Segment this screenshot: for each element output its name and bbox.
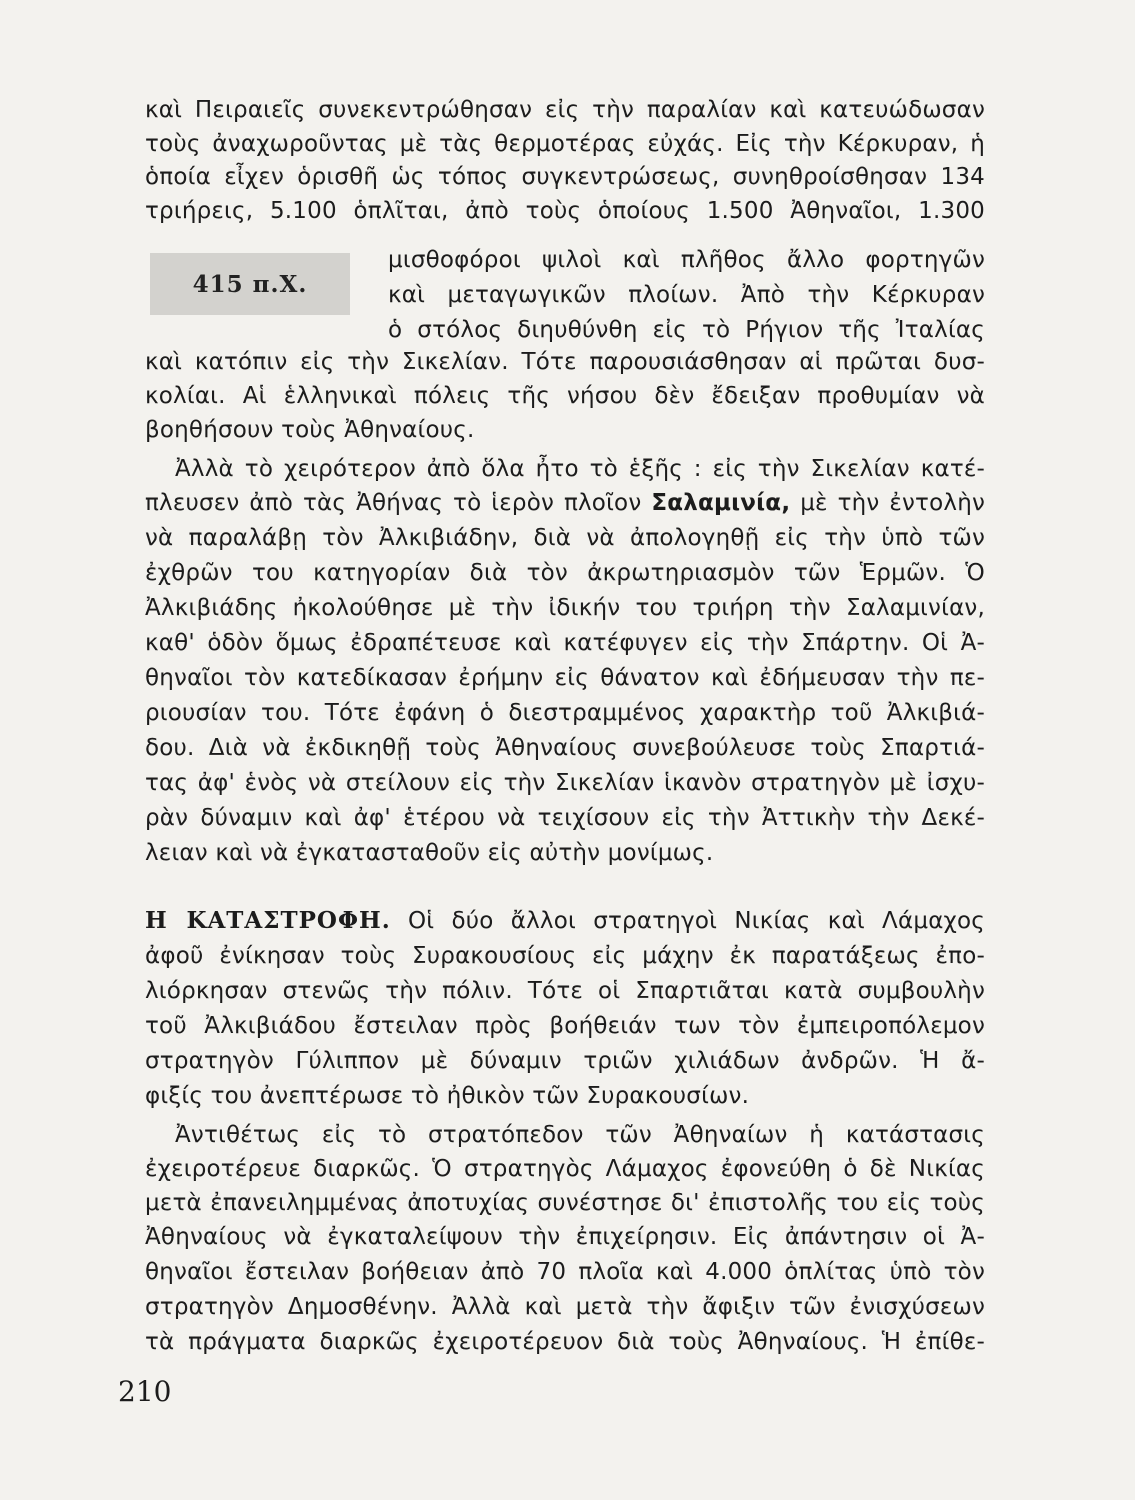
text-line: Ἀντιθέτως εἰς τὸ στρατόπεδον τῶν Ἀθηναίων ἡ κατάστασις xyxy=(175,1122,985,1148)
text-line: καὶ μεταγωγικῶν πλοίων. Ἀπὸ τὴν Κέρκυραν xyxy=(388,282,985,308)
text-line: Ἀθηναίους νὰ ἐγκαταλείψουν τὴν ἐπιχείρησιν. Εἰς ἀπάντησιν οἱ Ἀ- xyxy=(145,1224,985,1250)
text-segment: μὲ τὴν ἐντολὴν xyxy=(800,490,986,516)
text-segment: Οἱ δύο ἄλλοι στρατηγοὶ Νικίας καὶ Λάμαχος xyxy=(407,908,986,934)
text-line: καὶ Πειραιεῖς συνεκεντρώθησαν εἰς τὴν παραλίαν καὶ κατευώδωσαν xyxy=(145,97,985,123)
text-line: ρὰν δύναμιν καὶ ἀφ' ἑτέρου νὰ τειχίσουν εἰς τὴν Ἀττικὴν τὴν Δεκέ- xyxy=(145,805,985,831)
text-line: τὰ πράγματα διαρκῶς ἐχειροτέρευον διὰ τοὺς Ἀθηναίους. Ἡ ἐπίθε- xyxy=(145,1329,985,1355)
text-line: ριουσίαν του. Τότε ἐφάνη ὁ διεστραμμένος χαρακτὴρ τοῦ Ἀλκιβιά- xyxy=(145,700,985,726)
section-heading: Η ΚΑΤΑΣΤΡΟΦΗ. xyxy=(145,907,391,934)
text-line: καθ' ὁδὸν ὅμως ἐδραπέτευσε καὶ κατέφυγεν εἰς τὴν Σπάρτην. Οἱ Ἀ- xyxy=(145,630,985,656)
text-line: ἐχειροτέρευε διαρκῶς. Ὁ στρατηγὸς Λάμαχος ἐφονεύθη ὁ δὲ Νικίας xyxy=(145,1156,985,1182)
text-line xyxy=(145,904,985,938)
text-line: μισθοφόροι ψιλοὶ καὶ πλῆθος ἄλλο φορτηγῶν xyxy=(388,247,985,273)
text-line: λιόρκησαν στενῶς τὴν πόλιν. Τότε οἱ Σπαρτιᾶται κατὰ συμβουλὴν xyxy=(145,978,985,1004)
text-line: δου. Διὰ νὰ ἐκδικηθῇ τοὺς Ἀθηναίους συνεβούλευσε τοὺς Σπαρτιά- xyxy=(145,735,985,761)
text-line: νὰ παραλάβῃ τὸν Ἀλκιβιάδην, διὰ νὰ ἀπολογηθῇ εἰς τὴν ὑπὸ τῶν xyxy=(145,525,985,551)
text-segment: πλευσεν ἀπὸ τὰς Ἀθήνας τὸ ἱερὸν πλοῖον xyxy=(145,490,642,516)
text-line: Ἀλκιβιάδης ἠκολούθησε μὲ τὴν ἰδικήν του τριήρη τὴν Σαλαμινίαν, xyxy=(145,595,985,621)
page-number: 210 xyxy=(118,1375,172,1408)
text-line: φιξίς του ἀνεπτέρωσε τὸ ἠθικὸν τῶν Συρακουσίων. xyxy=(145,1083,750,1109)
margin-date-label: 415 π.Χ. xyxy=(192,270,308,298)
text-line: στρατηγὸν Γύλιππον μὲ δύναμιν τριῶν χιλιάδων ἀνδρῶν. Ἡ ἄ- xyxy=(145,1048,985,1074)
text-line: τας ἀφ' ἑνὸς νὰ στείλουν εἰς τὴν Σικελίαν ἱκανὸν στρατηγὸν μὲ ἰσχυ- xyxy=(145,770,985,796)
text-line: τοὺς ἀναχωροῦντας μὲ τὰς θερμοτέρας εὐχάς. Εἰς τὴν Κέρκυραν, ἡ xyxy=(145,131,985,157)
text-line: τριήρεις, 5.100 ὁπλῖται, ἀπὸ τοὺς ὁποίους 1.500 Ἀθηναῖοι, 1.300 xyxy=(145,198,985,224)
text-line: κολίαι. Αἱ ἑλληνικαὶ πόλεις τῆς νήσου δὲν ἔδειξαν προθυμίαν νὰ xyxy=(145,383,985,409)
text-line: τοῦ Ἀλκιβιάδου ἔστειλαν πρὸς βοήθειάν των τὸν ἐμπειροπόλεμον xyxy=(145,1013,985,1039)
text-line: μετὰ ἐπανειλημμένας ἀποτυχίας συνέστησε δι' ἐπιστολῆς του εἰς τοὺς xyxy=(145,1190,985,1216)
text-line: ἀφοῦ ἐνίκησαν τοὺς Συρακουσίους εἰς μάχην ἐκ παρατάξεως ἐπο- xyxy=(145,943,985,969)
text-line: λειαν καὶ νὰ ἐγκατασταθοῦν εἰς αὐτὴν μονίμως. xyxy=(145,840,714,866)
text-line: θηναῖοι τὸν κατεδίκασαν ἐρήμην εἰς θάνατον καὶ ἐδήμευσαν τὴν πε- xyxy=(145,665,985,691)
ship-name-emphasis: Σαλαμινία, xyxy=(651,490,791,516)
text-line: καὶ κατόπιν εἰς τὴν Σικελίαν. Τότε παρουσιάσθησαν αἱ πρῶται δυσ- xyxy=(145,349,985,375)
text-line: ὁποία εἶχεν ὁρισθῆ ὡς τόπος συγκεντρώσεως, συνηθροίσθησαν 134 xyxy=(145,164,985,190)
text-line: θηναῖοι ἔστειλαν βοήθειαν ἀπὸ 70 πλοῖα καὶ 4.000 ὁπλίτας ὑπὸ τὸν xyxy=(145,1259,985,1285)
margin-date-box xyxy=(150,253,350,315)
text-line: στρατηγὸν Δημοσθένην. Ἀλλὰ καὶ μετὰ τὴν ἄφιξιν τῶν ἐνισχύσεων xyxy=(145,1294,985,1320)
text-line: ὁ στόλος διηυθύνθη εἰς τὸ Ρήγιον τῆς Ἰταλίας xyxy=(388,317,985,343)
text-line xyxy=(145,486,985,520)
text-line: βοηθήσουν τοὺς Ἀθηναίους. xyxy=(145,417,475,443)
text-line: Ἀλλὰ τὸ χειρότερον ἀπὸ ὅλα ἦτο τὸ ἑξῆς : εἰς τὴν Σικελίαν κατέ- xyxy=(175,456,985,482)
text-line: ἐχθρῶν του κατηγορίαν διὰ τὸν ἀκρωτηριασμὸν τῶν Ἑρμῶν. Ὁ xyxy=(145,560,985,586)
